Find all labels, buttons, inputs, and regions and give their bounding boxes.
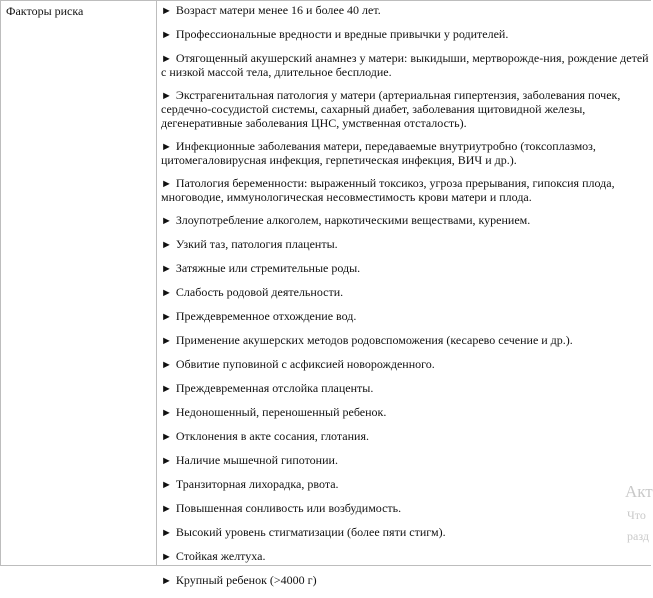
bullet-icon: ► [161,527,172,540]
watermark-line-2: разд [627,529,649,543]
bullet-icon: ► [161,5,172,17]
list-item: ► Недоношенный, переношенный ребенок. [161,405,387,420]
bullet-icon: ► [161,53,172,65]
list-item: ► Экстрагенитальная патология у матери (артериальная гипертензия, заболевания почек, сердечно-сосудистой системы, сахарный диабет, заболевания щитовидной железы, дегенеративные заболевания ЦНС, умственная отсталость). [161,88,621,130]
list-item: ► Стойкая желтуха. [161,549,266,564]
bullet-icon: ► [161,359,172,372]
list-item: ► Отклонения в акте сосания, глотания. [161,429,369,444]
bullet-icon: ► [161,575,172,588]
bullet-icon: ► [161,287,172,300]
list-item: ► Злоупотребление алкоголем, наркотическими веществами, курением. [161,213,531,228]
list-item: ► Профессиональные вредности и вредные привычки у родителей. [161,27,509,41]
bullet-icon: ► [161,263,172,276]
list-item: ► Узкий таз, патология плаценты. [161,237,338,252]
bullet-icon: ► [161,239,172,252]
bullet-icon: ► [161,29,172,41]
list-item: ► Слабость родовой деятельности. [161,285,344,300]
list-item: ► Отягощенный акушерский анамнез у матери: выкидыши, мертворожде-ния, рождение детей с низкой массой тела, длительное бесплодие. [161,51,649,80]
bullet-icon: ► [161,311,172,324]
list-item: ► Наличие мышечной гипотонии. [161,453,338,468]
list-item: ► Затяжные или стремительные роды. [161,261,361,276]
list-item: ► Крупный ребенок (>4000 г) [161,573,317,588]
bullet-icon: ► [161,503,172,516]
bullet-icon: ► [161,215,172,228]
list-item: ► Инфекционные заболевания матери, передаваемые внутриутробно (токсоплазмоз, цитомегаловирусная инфекция, герпетическая инфекция, ВИЧ и др.). [161,138,596,167]
bullet-icon: ► [161,335,172,348]
watermark-line-1: Что [627,508,646,522]
list-item: ► Патология беременности: выраженный токсикоз, угроза прерывания, гипоксия плода, многоводие, иммунологическая несовместимость крови матери и плода. [161,175,615,205]
bullet-icon: ► [161,455,172,468]
bullet-icon: ► [161,431,172,444]
list-item: ► Транзиторная лихорадка, рвота. [161,477,339,492]
column-divider [156,1,157,565]
list-item: ► Возраст матери менее 16 и более 40 лет. [161,3,381,17]
risk-factors-list [161,4,653,598]
bullet-icon: ► [161,383,172,396]
list-item: ► Высокий уровень стигматизации (более пяти стигм). [161,525,446,540]
bullet-icon: ► [161,479,172,492]
list-item: ► Обвитие пуповиной с асфиксией новорожденного. [161,357,435,372]
bullet-icon: ► [161,407,172,420]
bullet-icon: ► [161,551,172,564]
bullet-icon: ► [161,177,172,190]
bullet-icon: ► [161,90,172,103]
risk-factors-label: Факторы риска [6,4,84,18]
list-item: ► Преждевременная отслойка плаценты. [161,381,374,396]
list-item: ► Применение акушерских методов родовспоможения (кесарево сечение и др.). [161,333,573,348]
list-item: ► Преждевременное отхождение вод. [161,309,357,324]
list-item: ► Повышенная сонливость или возбудимость. [161,501,402,516]
watermark-title: Акт [625,482,653,501]
bullet-icon: ► [161,140,172,153]
